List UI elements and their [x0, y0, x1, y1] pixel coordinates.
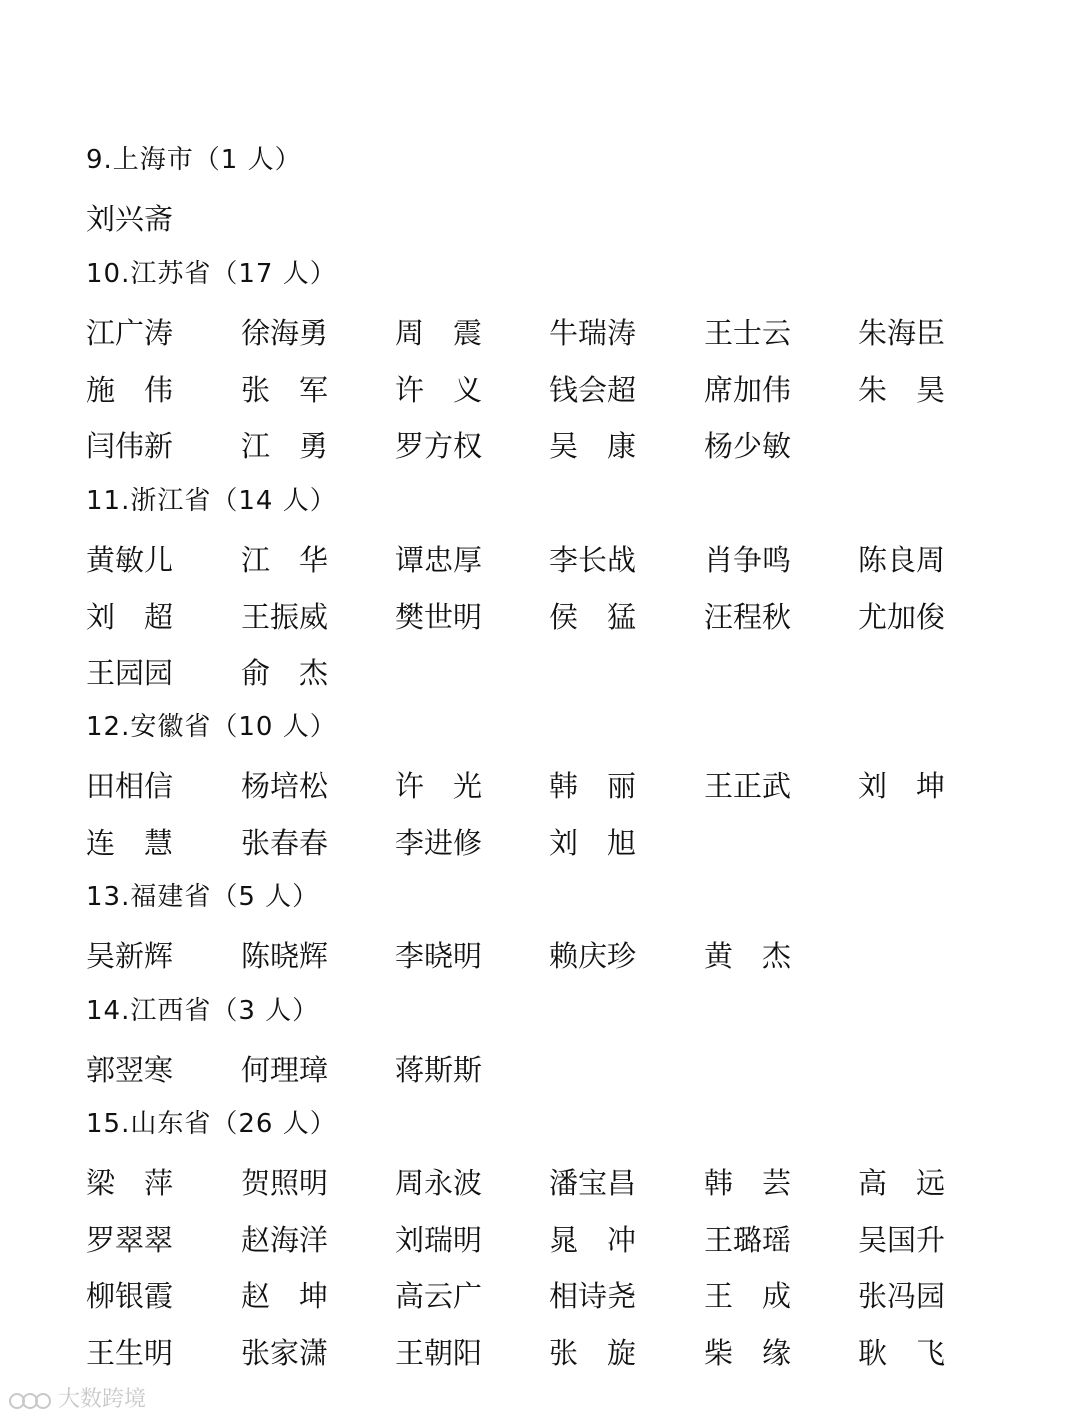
person-name: 蒋斯斯 [395, 1053, 483, 1087]
section-heading: 10.江苏省（17 人） [86, 259, 337, 289]
person-name: 俞 杰 [241, 656, 329, 690]
person-name: 侯 猛 [549, 599, 637, 634]
person-name: 王 成 [704, 1279, 792, 1313]
person-name: 徐海勇 [241, 316, 329, 350]
person-name: 杨少敏 [704, 429, 792, 463]
person-name: 钱会超 [549, 372, 637, 407]
person-name: 张 旋 [549, 1335, 637, 1370]
section-heading: 11.浙江省（14 人） [86, 486, 337, 516]
person-name: 黄 杰 [704, 939, 792, 973]
person-name: 刘兴斋 [86, 202, 174, 236]
person-name: 张家潇 [241, 1335, 329, 1370]
watermark-text: 大数跨境 [58, 1387, 147, 1412]
person-name: 周 震 [395, 316, 483, 350]
person-name: 朱海臣 [858, 316, 946, 350]
person-name: 张冯园 [858, 1279, 946, 1313]
person-name: 罗方权 [395, 429, 483, 463]
person-name: 潘宝昌 [549, 1166, 637, 1200]
person-name: 连 慧 [86, 825, 174, 860]
person-name: 相诗尧 [549, 1279, 637, 1313]
person-name: 吴新辉 [86, 939, 174, 973]
person-name: 王振威 [241, 599, 329, 634]
person-name: 黄敏儿 [86, 543, 174, 577]
person-name: 肖争鸣 [704, 543, 792, 577]
person-name: 刘瑞明 [395, 1222, 483, 1257]
section-heading: 13.福建省（5 人） [86, 882, 320, 912]
person-name: 柴 缘 [704, 1335, 792, 1370]
person-name: 耿 飞 [858, 1335, 946, 1370]
section-heading: 12.安徽省（10 人） [86, 712, 337, 742]
person-name: 郭翌寒 [86, 1053, 174, 1087]
person-name: 李晓明 [395, 939, 483, 973]
person-name: 江 勇 [241, 429, 329, 463]
person-name: 高 远 [858, 1166, 946, 1200]
person-name: 施 伟 [86, 372, 174, 407]
person-name: 周永波 [395, 1166, 483, 1200]
person-name: 陈良周 [858, 543, 946, 577]
person-name: 张春春 [241, 825, 329, 860]
person-name: 樊世明 [395, 599, 483, 634]
person-name: 许 义 [395, 372, 483, 407]
person-name: 李进修 [395, 825, 483, 860]
person-name: 罗翠翠 [86, 1222, 174, 1257]
person-name: 闫伟新 [86, 429, 174, 463]
watermark-logo-icon [8, 1387, 54, 1413]
person-name: 江 华 [241, 543, 329, 577]
person-name: 柳银霞 [86, 1279, 174, 1313]
person-name: 王园园 [86, 656, 174, 690]
person-name: 朱 昊 [858, 372, 946, 407]
person-name: 赖庆珍 [549, 939, 637, 973]
person-name: 王朝阳 [395, 1335, 483, 1370]
person-name: 杨培松 [241, 769, 329, 803]
person-name: 田相信 [86, 769, 174, 803]
person-name: 刘 超 [86, 599, 174, 634]
person-name: 韩 芸 [704, 1166, 792, 1200]
watermark [8, 1386, 146, 1414]
section-heading: 9.上海市（1 人） [86, 145, 302, 175]
person-name: 刘 旭 [549, 825, 637, 860]
person-name: 王璐瑶 [704, 1222, 792, 1257]
person-name: 赵 坤 [241, 1279, 329, 1313]
person-name: 牛瑞涛 [549, 316, 637, 350]
person-name: 李长战 [549, 543, 637, 577]
person-name: 赵海洋 [241, 1222, 329, 1257]
person-name: 高云广 [395, 1279, 483, 1313]
person-name: 王生明 [86, 1335, 174, 1370]
person-name: 吴国升 [858, 1222, 946, 1257]
person-name: 汪程秋 [704, 599, 792, 634]
person-name: 晁 冲 [549, 1222, 637, 1257]
person-name: 陈晓辉 [241, 939, 329, 973]
person-name: 王正武 [704, 769, 792, 803]
section-heading: 14.江西省（3 人） [86, 996, 320, 1026]
person-name: 谭忠厚 [395, 543, 483, 577]
person-name: 梁 萍 [86, 1166, 174, 1200]
person-name: 席加伟 [704, 372, 792, 407]
person-name: 尤加俊 [858, 599, 946, 634]
section-heading: 15.山东省（26 人） [86, 1109, 337, 1139]
person-name: 刘 坤 [858, 769, 946, 803]
person-name: 许 光 [395, 769, 483, 803]
person-name: 江广涛 [86, 316, 174, 350]
person-name: 张 军 [241, 372, 329, 407]
person-name: 何理璋 [241, 1053, 329, 1087]
person-name: 吴 康 [549, 429, 637, 463]
person-name: 韩 丽 [549, 769, 637, 803]
person-name: 王士云 [704, 316, 792, 350]
person-name: 贺照明 [241, 1166, 329, 1200]
